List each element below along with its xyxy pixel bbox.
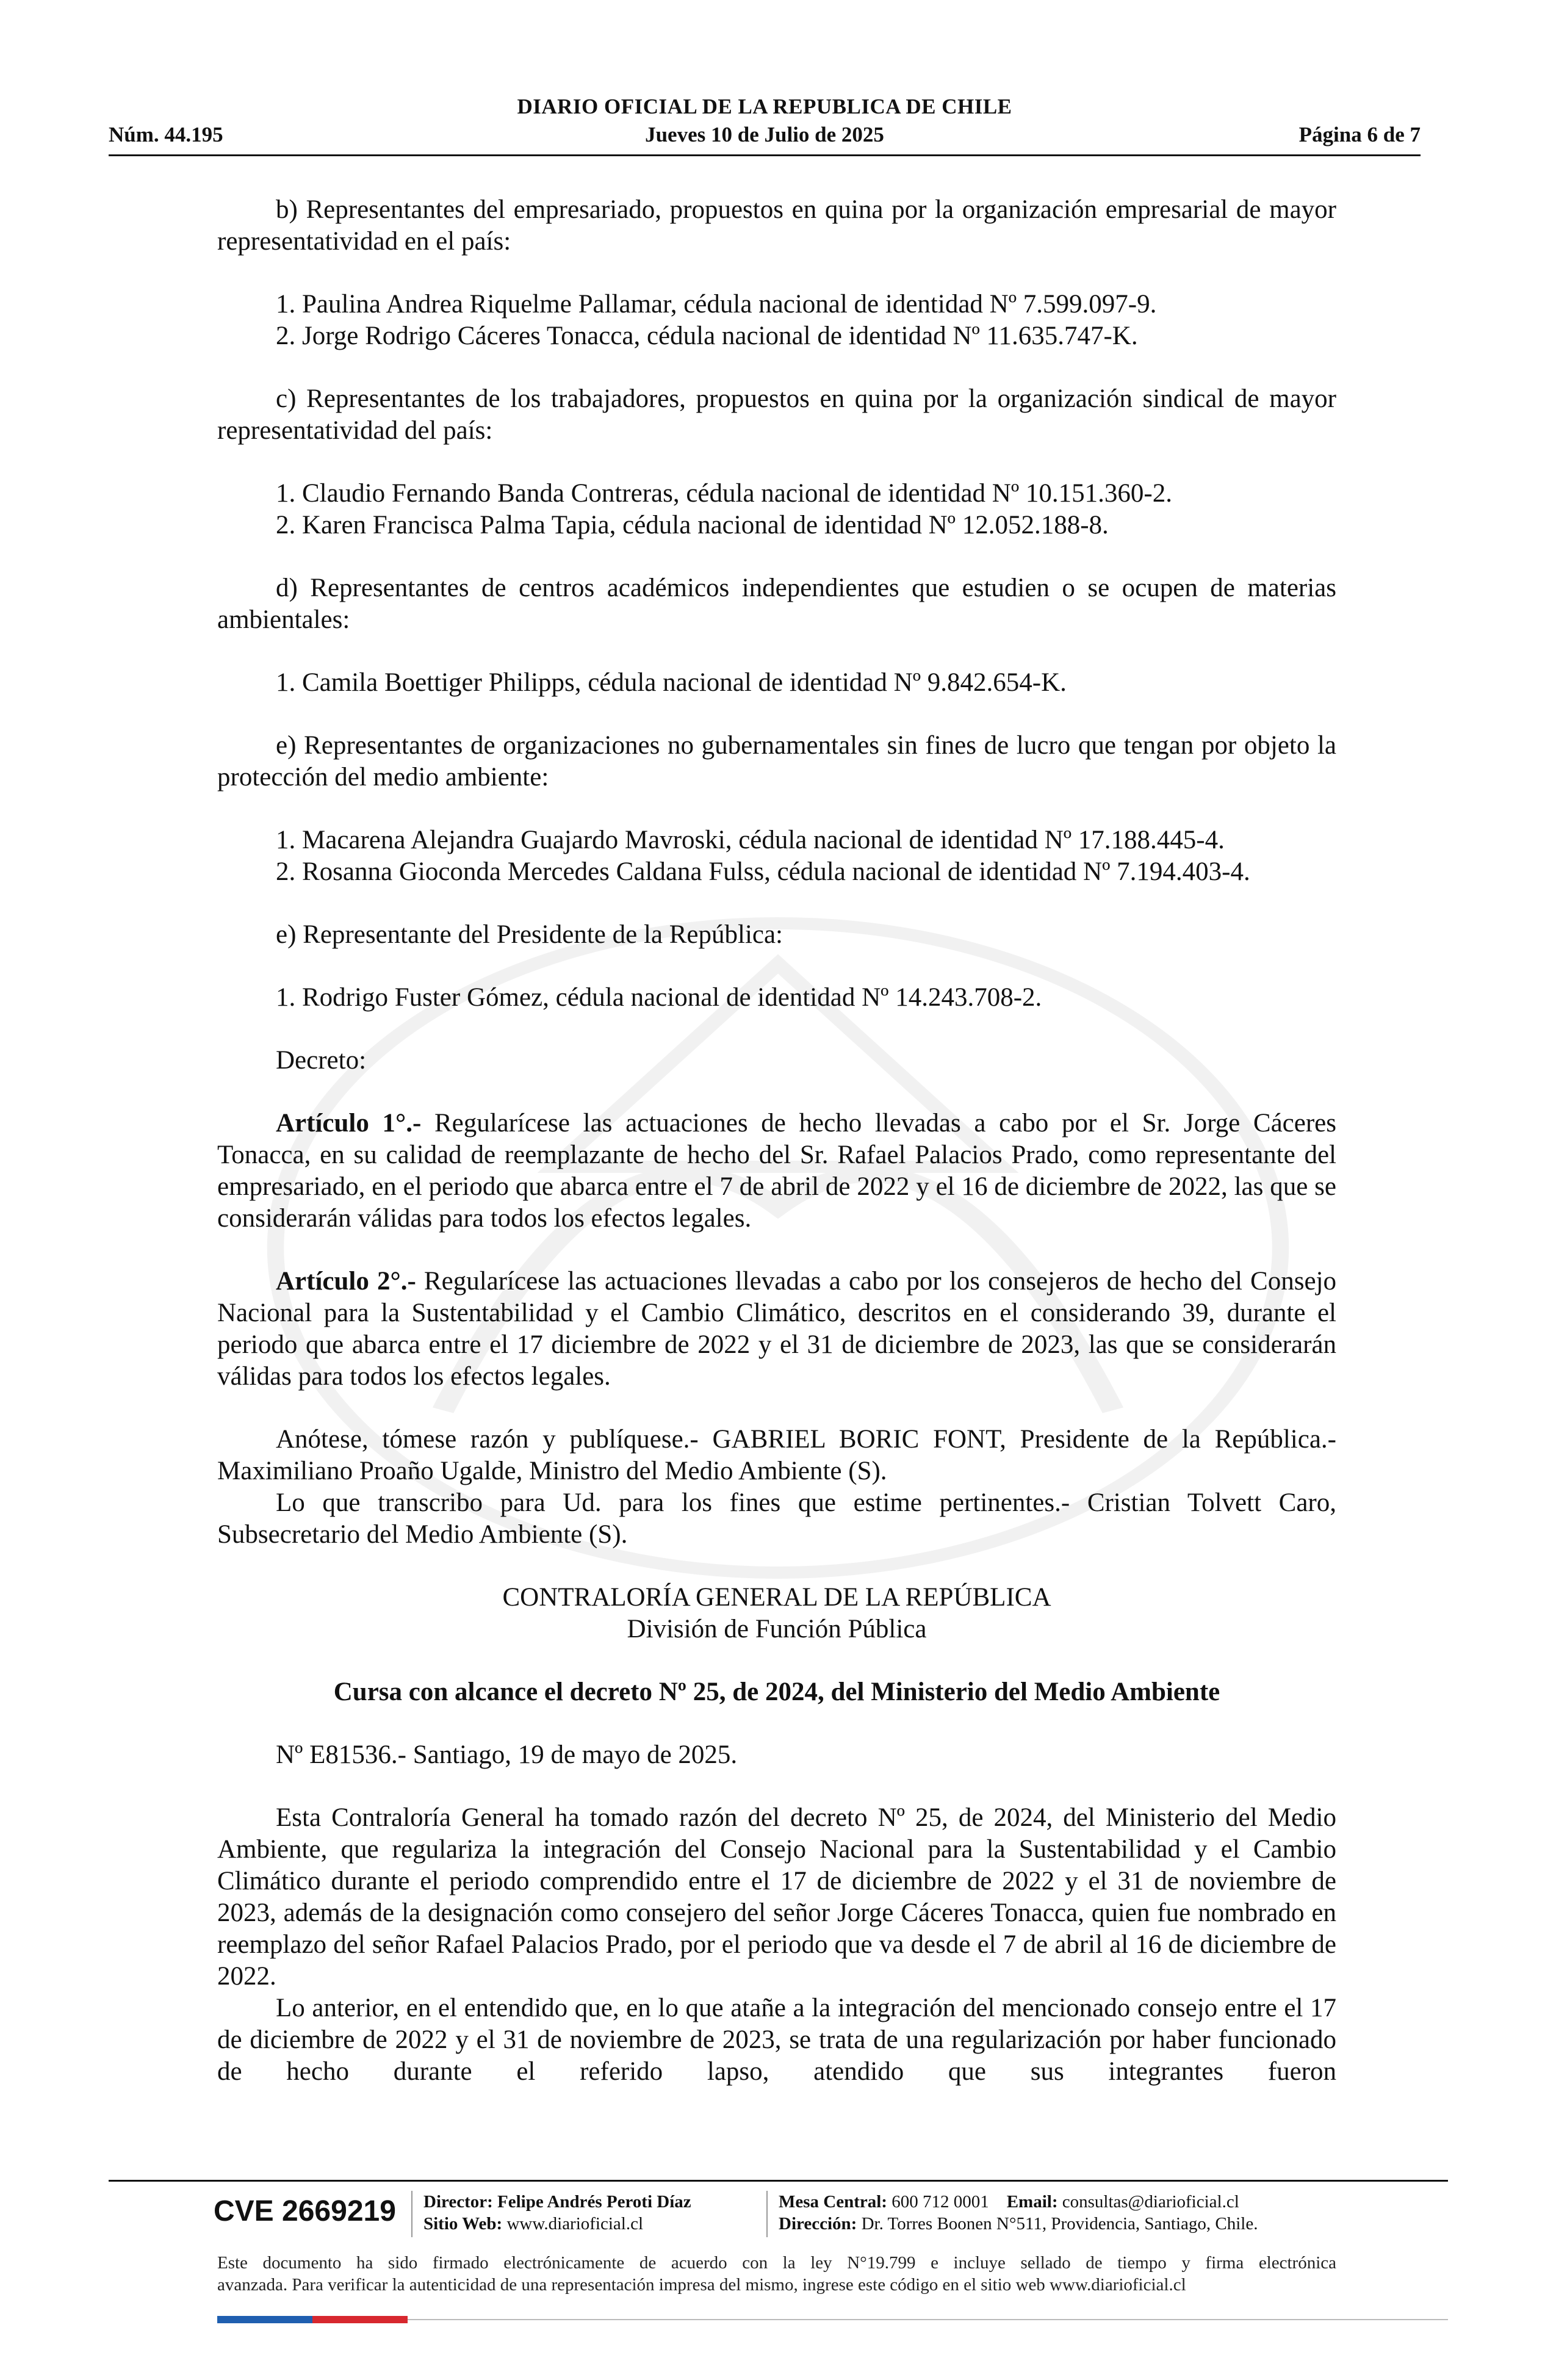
article-1-text: Regularícese las actuaciones de hecho llevadas a cabo por el Sr. Jorge Cáceres Tonacca, en su calidad de reemplazante de hecho del Sr. Rafael Palacios Prado, como representante del empresariado, en el periodo que abarca entre el 7 de abril de 2022 y el 16 de diciembre de 2022, las que se considerarán válidas para todos los efectos legales. [217, 1109, 1336, 1233]
email-link[interactable]: consultas@diarioficial.cl [1062, 2192, 1239, 2212]
list-item: 1. Camila Boettiger Philipps, cédula nacional de identidad Nº 9.842.654-K. [276, 668, 1067, 697]
cursa-title: Cursa con alcance el decreto Nº 25, de 2024, del Ministerio del Medio Ambiente [333, 1678, 1220, 1706]
address-value: Dr. Torres Boonen N°511, Providencia, Santiago, Chile. [861, 2214, 1258, 2234]
page-header [109, 95, 1421, 151]
list-item: 1. Claudio Fernando Banda Contreras, cédula nacional de identidad Nº 10.151.360-2. [276, 479, 1172, 508]
closing-signatures: Anótese, tómese razón y publíquese.- GABRIEL BORIC FONT, Presidente de la República.- Maximiliano Proaño Ugalde, Ministro del Medio Ambiente (S). [217, 1425, 1336, 1485]
footer-director-block [423, 2191, 691, 2235]
closing-transcription: Lo que transcribo para Ud. para los fines que estime pertinentes.- Cristian Tolvett Caro, Subsecretario del Medio Ambiente (S). [217, 1488, 1336, 1549]
publication-title: DIARIO OFICIAL DE LA REPUBLICA DE CHILE [517, 95, 1012, 118]
section-d-heading: d) Representantes de centros académicos independientes que estudien o se ocupen de materias ambientales: [217, 574, 1336, 634]
footer-divider [411, 2191, 412, 2237]
paragraph: Lo anterior, en el entendido que, en lo que atañe a la integración del mencionado consejo entre el 17 de diciembre de 2022 y el 31 de noviembre de 2023, se trata de una regularización por haber funcionado de hecho durante el referido lapso, atendido que sus integrantes fueron [217, 1994, 1336, 2086]
disclaimer-line: avanzada. Para verificar la autenticidad de una representación impresa del mismo, ingrese este código en el sitio web www.diarioficial.cl [217, 2275, 1186, 2295]
flag-red-segment [312, 2316, 408, 2323]
flag-stripe [217, 2316, 408, 2323]
flag-rule [408, 2319, 1448, 2320]
website-link[interactable]: www.diarioficial.cl [506, 2214, 644, 2234]
section-c-heading: c) Representantes de los trabajadores, propuestos en quina por la organización sindical de mayor representatividad del país: [217, 384, 1336, 445]
footer-contact-block [779, 2191, 1258, 2235]
mesa-value: 600 712 0001 [891, 2192, 989, 2212]
footer-divider [766, 2191, 768, 2237]
article-2-label: Artículo 2°.- [276, 1267, 416, 1296]
director-label: Director: [423, 2192, 493, 2212]
section-e-heading: e) Representantes de organizaciones no gubernamentales sin fines de lucro que tengan por objeto la protección del medio ambiente: [217, 731, 1336, 792]
director-name: Felipe Andrés Peroti Díaz [497, 2192, 691, 2212]
signature-disclaimer [217, 2252, 1336, 2296]
address-label: Dirección: [779, 2214, 857, 2234]
article-2-text: Regularícese las actuaciones llevadas a cabo por los consejeros de hecho del Consejo Nacional para la Sustentabilidad y el Cambio Climático, descritos en el considerando 39, durante el periodo que abarca entre el 17 diciembre de 2022 y el 31 de diciembre de 2023, las que se considerarán válidas para todos los efectos legales. [217, 1267, 1336, 1391]
article-2 [217, 1266, 1336, 1393]
list-item: 2. Jorge Rodrigo Cáceres Tonacca, cédula nacional de identidad Nº 11.635.747-K. [276, 322, 1138, 350]
paragraph: Esta Contraloría General ha tomado razón del decreto Nº 25, de 2024, del Ministerio del Medio Ambiente, que regulariza la integración del Consejo Nacional para la Sustentabilidad y el Cambio Climático durante el periodo comprendido entre el 17 de diciembre de 2022 y el 31 de noviembre de 2023, además de la designación como consejero del señor Jorge Cáceres Tonacca, quien fue nombrado en reemplazo del señor Rafael Palacios Prado, por el periodo que va desde el 7 de abril al 16 de diciembre de 2022. [217, 1803, 1336, 1991]
flag-blue-segment [217, 2316, 312, 2323]
list-item: 1. Paulina Andrea Riquelme Pallamar, cédula nacional de identidad Nº 7.599.097-9. [276, 290, 1157, 319]
page-footer [109, 2191, 1448, 2246]
page-number: Página 6 de 7 [1298, 123, 1421, 146]
cve-code: CVE 2669219 [214, 2195, 396, 2227]
article-1 [217, 1108, 1336, 1235]
issue-date: Jueves 10 de Julio de 2025 [645, 123, 884, 146]
contraloria-heading: CONTRALORÍA GENERAL DE LA REPÚBLICA [502, 1583, 1051, 1612]
article-1-label: Artículo 1°.- [276, 1109, 422, 1138]
mesa-label: Mesa Central: [779, 2192, 887, 2212]
section-e2-heading: e) Representante del Presidente de la República: [276, 920, 783, 949]
list-item: 2. Rosanna Gioconda Mercedes Caldana Fulss, cédula nacional de identidad Nº 7.194.403-4. [276, 857, 1250, 886]
reference-line: Nº E81536.- Santiago, 19 de mayo de 2025. [276, 1740, 738, 1769]
decree-label: Decreto: [276, 1046, 367, 1075]
issue-number: Núm. 44.195 [109, 123, 223, 146]
list-item: 2. Karen Francisca Palma Tapia, cédula nacional de identidad Nº 12.052.188-8. [276, 511, 1109, 539]
disclaimer-line: Este documento ha sido firmado electrónicamente de acuerdo con la ley N°19.799 e incluye sellado de tiempo y firma electrónica [217, 2253, 1336, 2273]
division-heading: División de Función Pública [627, 1615, 927, 1643]
email-label: Email: [1006, 2192, 1058, 2212]
list-item: 1. Rodrigo Fuster Gómez, cédula nacional de identidad Nº 14.243.708-2. [276, 983, 1042, 1012]
section-b-heading: b) Representantes del empresariado, propuestos en quina por la organización empresarial de mayor representatividad en el país: [217, 195, 1336, 256]
website-label: Sitio Web: [423, 2214, 503, 2234]
list-item: 1. Macarena Alejandra Guajardo Mavroski, cédula nacional de identidad Nº 17.188.445-4. [276, 826, 1225, 854]
footer-rule [109, 2180, 1448, 2182]
document-body [217, 194, 1336, 2088]
header-rule [109, 154, 1421, 156]
